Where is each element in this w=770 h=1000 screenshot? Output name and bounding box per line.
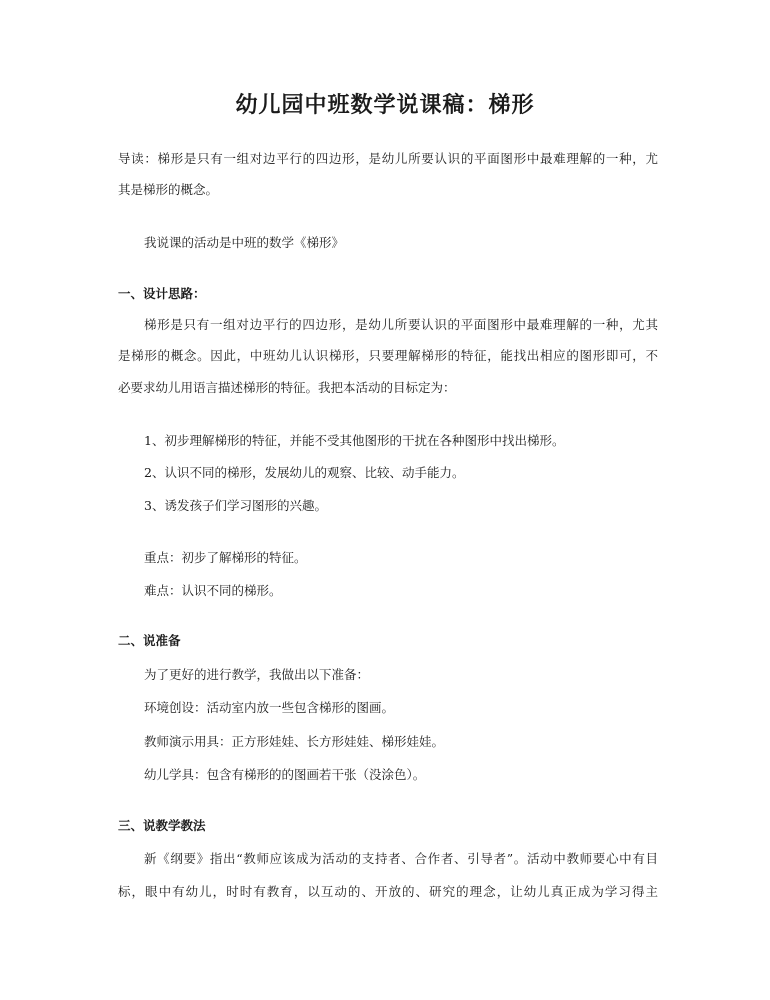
difficulty-point: 难点：认识不同的梯形。 — [144, 583, 282, 598]
preparation-item-4: 幼儿学具：包含有梯形的的图画若干张（没涂色）。 — [144, 767, 426, 782]
goal-item-3: 3、诱发孩子们学习图形的兴趣。 — [144, 498, 327, 513]
goal-item-2: 2、认识不同的梯形，发展幼儿的观察、比较、动手能力。 — [144, 465, 465, 480]
goal-item-1: 1、初步理解梯形的特征，并能不受其他图形的干扰在各种图形中找出梯形。 — [144, 433, 565, 448]
section-3-paragraph-line-2: 标，眼中有幼儿，时时有教育，以互动的、开放的、研究的理念，让幼儿真正成为学习得主 — [118, 884, 658, 899]
section-3-paragraph-line-1: 新《纲要》指出“教师应该成为活动的支持者、合作者、引导者”。活动中教师要心中有目 — [144, 851, 658, 866]
section-1-paragraph-line-1: 梯形是只有一组对边平行的四边形，是幼儿所要认识的平面图形中最难理解的一种，尤其 — [144, 317, 658, 332]
section-3-heading: 三、说教学教法 — [118, 818, 206, 833]
preparation-item-3: 教师演示用具：正方形娃娃、长方形娃娃、梯形娃娃。 — [144, 734, 445, 749]
intro-line-1: 导读：梯形是只有一组对边平行的四边形，是幼儿所要认识的平面图形中最难理解的一种，尤 — [118, 151, 658, 166]
section-1-heading: 一、设计思路： — [118, 286, 206, 301]
page-title: 幼儿园中班数学说课稿：梯形 — [235, 92, 535, 118]
preparation-item-2: 环境创设：活动室内放一些包含梯形的图画。 — [144, 700, 395, 715]
intro-line-2: 其是梯形的概念。 — [118, 182, 219, 197]
section-1-paragraph-line-2: 是梯形的概念。因此，中班幼儿认识梯形，只要理解梯形的特征，能找出相应的图形即可，不 — [118, 348, 658, 363]
preparation-item-1: 为了更好的进行教学，我做出以下准备： — [144, 667, 370, 682]
activity-statement: 我说课的活动是中班的数学《梯形》 — [144, 235, 345, 250]
section-1-paragraph-line-3: 必要求幼儿用语言描述梯形的特征。我把本活动的目标定为： — [118, 380, 456, 395]
key-point: 重点：初步了解梯形的特征。 — [144, 550, 307, 565]
section-2-heading: 二、说准备 — [118, 633, 181, 648]
